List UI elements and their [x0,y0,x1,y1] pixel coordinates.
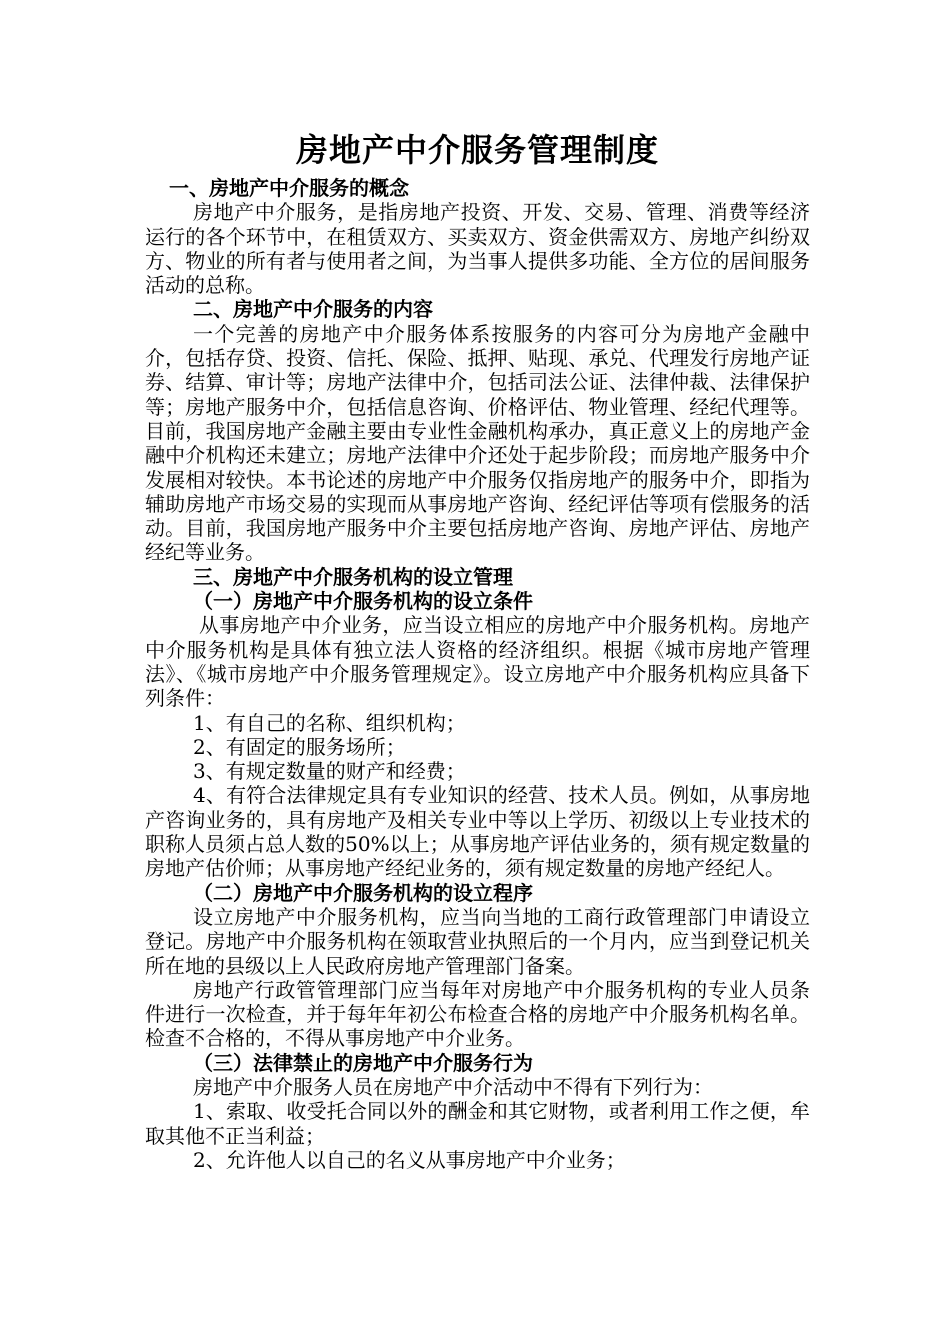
subsection-2-paragraph-2: 房地产行政管管理部门应当每年对房地产中介服务机构的专业人员条件进行一次检查，并于每年年初公布检查合格的房地产中介服务机构名单。检查不合格的，不得从事房地产中介业务。 [145,977,810,1051]
document-page [145,128,810,1172]
list-item: 4、有符合法律规定具有专业知识的经营、技术人员。例如，从事房地产咨询业务的，具有房地产及相关专业中等以上学历、初级以上专业技术的职称人员须占总人数的50%以上；从事房地产评估业务的，须有规定数量的房地产估价师；从事房地产经纪业务的，须有规定数量的房地产经纪人。 [145,783,810,881]
subsection-1-heading: （一）房地产中介服务机构的设立条件 [193,589,533,614]
list-item: 1、有自己的名称、组织机构； [193,710,466,735]
list-item: 2、允许他人以自己的名义从事房地产中介业务； [193,1147,626,1172]
subsection-2-paragraph-1: 设立房地产中介服务机构，应当向当地的工商行政管理部门申请设立登记。房地产中介服务机构在领取营业执照后的一个月内，应当到登记机关所在地的县级以上人民政府房地产管理部门备案。 [145,904,810,978]
section-1-paragraph: 房地产中介服务，是指房地产投资、开发、交易、管理、消费等经济运行的各个环节中，在租赁双方、买卖双方、资金供需双方、房地产纠纷双方、物业的所有者与使用者之间，为当事人提供多功能、全方位的居间服务活动的总称。 [145,200,810,298]
section-2-heading: 二、房地产中介服务的内容 [193,297,433,322]
subsection-1-paragraph: 从事房地产中介业务，应当设立相应的房地产中介服务机构。房地产中介服务机构是具体有独立法人资格的经济组织。根据《城市房地产管理法》、《城市房地产中介服务管理规定》。设立房地产中介服务机构应具备下列条件： [145,613,810,711]
document-title: 房地产中介服务管理制度 [295,131,659,169]
list-item: 2、有固定的服务场所； [193,734,406,759]
subsection-2-heading: （二）房地产中介服务机构的设立程序 [193,880,533,905]
list-item: 1、索取、收受托合同以外的酬金和其它财物，或者利用工作之便，牟取其他不正当利益； [145,1099,810,1148]
subsection-3-paragraph: 房地产中介服务人员在房地产中介活动中不得有下列行为： [193,1074,713,1099]
section-2-paragraph: 一个完善的房地产中介服务体系按服务的内容可分为房地产金融中介，包括存贷、投资、信托、保险、抵押、贴现、承兑、代理发行房地产证券、结算、审计等；房地产法律中介，包括司法公证、法律仲裁、法律保护等；房地产服务中介，包括信息咨询、价格评估、物业管理、经纪代理等。目前，我国房地产金融主要由专业性金融机构承办，真正意义上的房地产金融中介机构还未建立；房地产法律中介还处于起步阶段；而房地产服务中介发展相对较快。本书论述的房地产中介服务仅指房地产的服务中介，即指为辅助房地产市场交易的实现而从事房地产咨询、经纪评估等项有偿服务的活动。目前，我国房地产服务中介主要包括房地产咨询、房地产评估、房地产经纪等业务。 [145,321,810,565]
section-3-heading: 三、房地产中介服务机构的设立管理 [193,564,513,589]
list-item: 3、有规定数量的财产和经费； [193,759,466,784]
section-1-heading: 一、房地产中介服务的概念 [169,176,409,200]
subsection-3-heading: （三）法律禁止的房地产中介服务行为 [193,1050,533,1075]
